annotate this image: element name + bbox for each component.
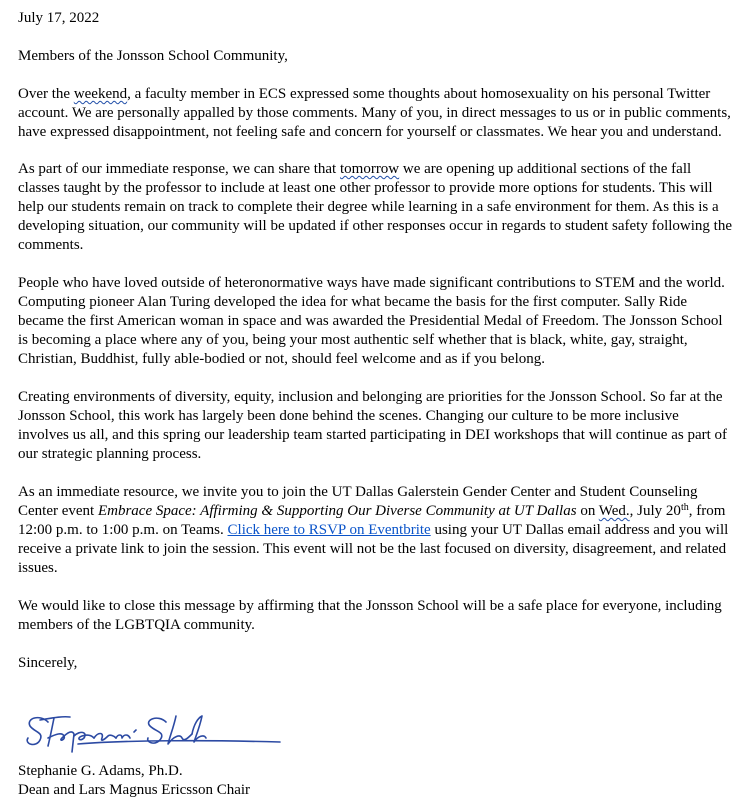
event-title: Embrace Space: Affirming & Supporting Our Diverse Community at UT Dallas <box>97 503 577 519</box>
paragraph-1 <box>18 85 733 142</box>
letter-body <box>18 9 733 673</box>
paragraph-5-text-c: , July 20 <box>629 503 681 519</box>
spellcheck-word-weekend: weekend <box>73 86 128 102</box>
handwritten-signature <box>18 708 288 758</box>
paragraph-2-text-a: As part of our immediate response, we can share that <box>18 161 340 177</box>
paragraph-5-text-d: , from 12:00 p.m. to 1:00 p.m. on Teams. <box>18 503 726 538</box>
spellcheck-word-wed: Wed. <box>598 503 630 519</box>
paragraph-5-text-b: on <box>576 503 599 519</box>
paragraph-1-text-a: Over the <box>18 86 74 102</box>
salutation: Members of the Jonsson School Community, <box>18 48 288 64</box>
paragraph-5-text-e: using your UT Dallas email address and you will receive a private link to join the session. This event will not be the last focused on diversity, disagreement, and related issues. <box>18 522 729 576</box>
signer-title: Dean and Lars Magnus Ericsson Chair <box>18 782 251 798</box>
rsvp-eventbrite-link[interactable]: Click here to RSVP on Eventbrite <box>227 522 431 538</box>
paragraph-3: People who have loved outside of heteronormative ways have made significant contributions to STEM and the world. Computing pioneer Alan Turing developed the idea for what became the basis for the first computer. Sally Ride became the first American woman in space and was awarded the Presidential Medal of Freedom. The Jonsson School is becoming a place where any of you, being your most authentic self whether that is black, white, gay, straight, Christian, Buddhist, fully able-bodied or not, should feel welcome and as if you belong. <box>18 275 725 367</box>
paragraph-5-text-a: As an immediate resource, we invite you to join the UT Dallas Galerstein Gender Center and Student Counseling Center event <box>18 484 698 519</box>
paragraph-5 <box>18 483 733 578</box>
paragraph-1-text-b: , a faculty member in ECS expressed some thoughts about homosexuality on his personal Twitter account. We are personally appalled by those comments. Many of you, in direct messages to us or in public comments, have expressed disappointment, not feeling safe and concern for yourself or classmates. We hear you and understand. <box>18 86 731 140</box>
spellcheck-word-tomorrow: tomorrow <box>339 161 400 177</box>
letter-date: July 17, 2022 <box>18 10 100 26</box>
closing: Sincerely, <box>18 655 78 671</box>
paragraph-4: Creating environments of diversity, equity, inclusion and belonging are priorities for the Jonsson School. So far at the Jonsson School, this work has largely been done behind the scenes. Changing our culture to be more inclusive involves us all, and this spring our leadership team started participating in DEI workshops that will continue as part of our strategic planning process. <box>18 389 728 462</box>
paragraph-2 <box>18 160 733 255</box>
date-ordinal-suffix: th <box>680 502 689 513</box>
paragraph-2-text-b: we are opening up additional sections of the fall classes taught by the professor to include at least one other professor to provide more options for students. This will help our students remain on track to complete their degree while learning in a safe environment for them. As this is a developing situation, our community will be updated if other responses occur in regards to student safety following the comments. <box>18 161 733 253</box>
signature-image <box>18 708 288 758</box>
paragraph-6: We would like to close this message by affirming that the Jonsson School will be a safe place for everyone, including members of the LGBTQIA community. <box>18 598 722 633</box>
signer-name: Stephanie G. Adams, Ph.D. <box>18 763 183 779</box>
